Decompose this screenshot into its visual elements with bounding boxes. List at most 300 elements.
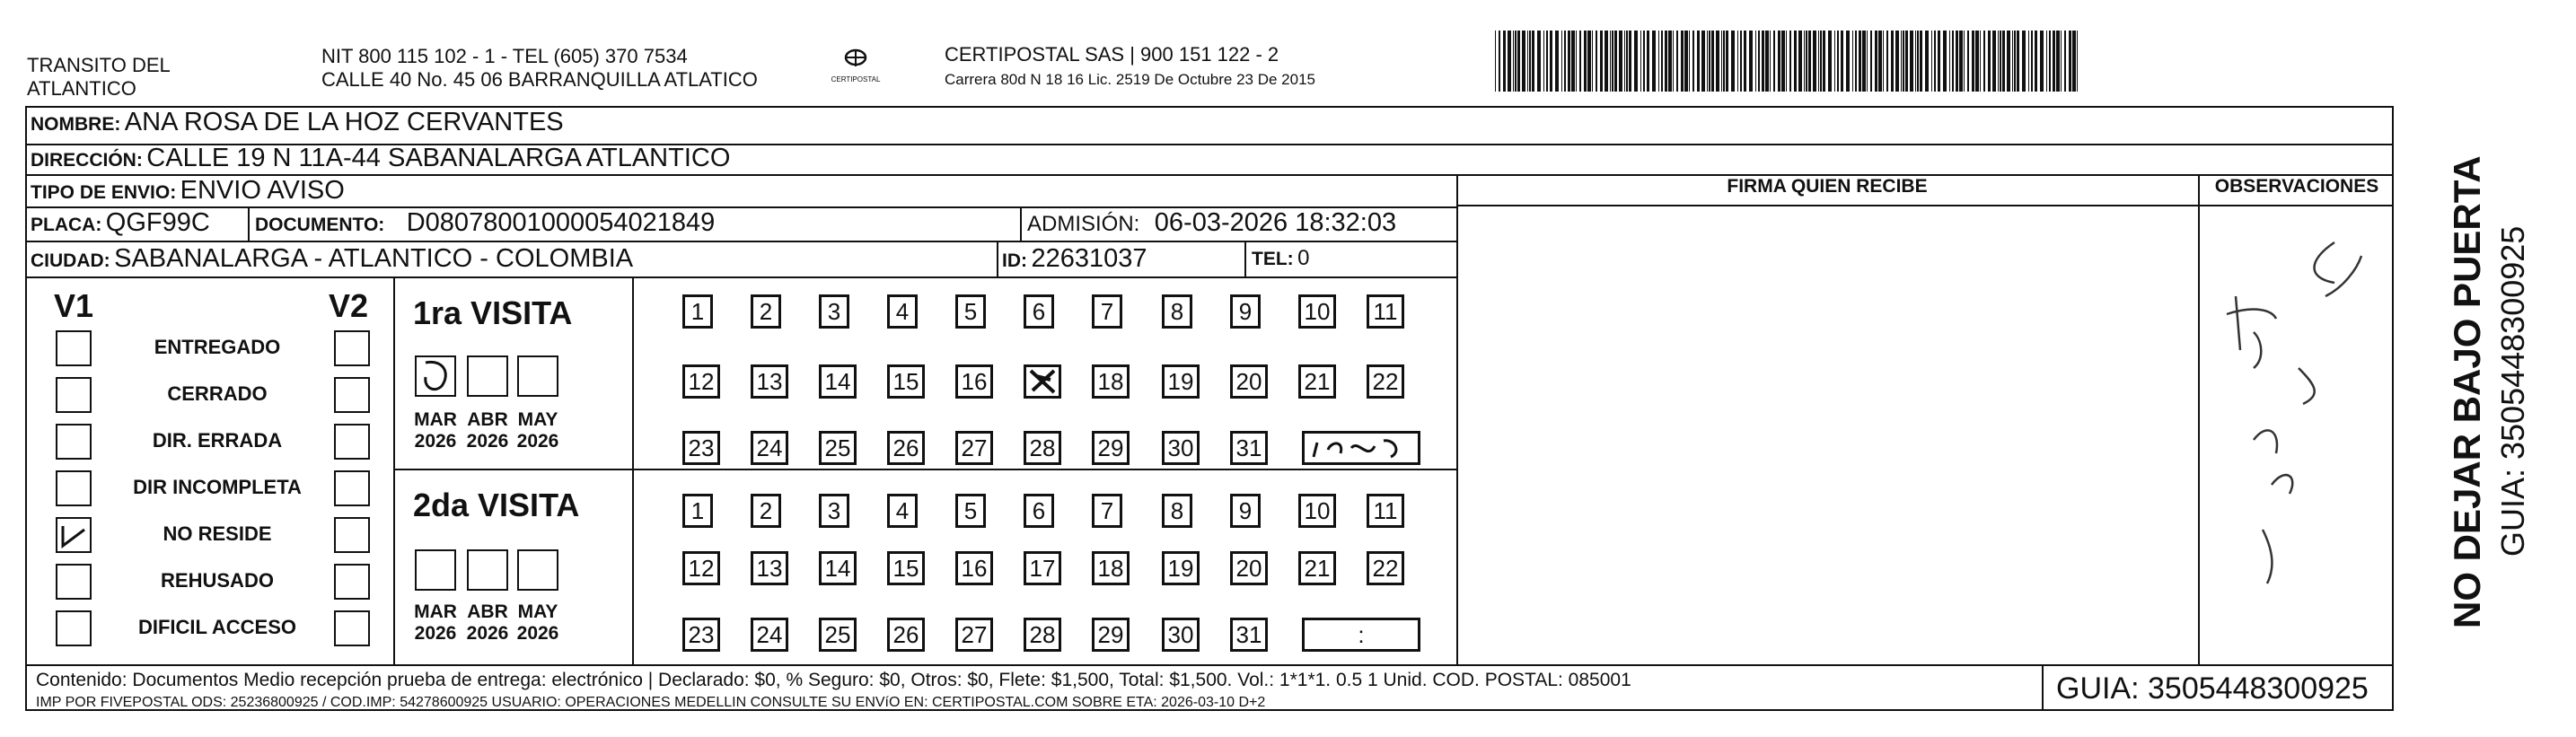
no-dejar-bajo-puerta: NO DEJAR BAJO PUERTA [2446,155,2488,628]
barcode-bar [1550,31,1552,92]
time-box[interactable] [1302,431,1420,465]
barcode-bar [1765,31,1769,92]
divider [248,206,250,241]
day-box[interactable]: 12 [682,364,720,399]
day-box[interactable]: 9 [1230,494,1261,528]
sender-contact [321,45,758,92]
barcode-bar [2002,31,2005,92]
day-box[interactable]: 4 [887,294,918,329]
divider [393,469,1456,470]
day-box[interactable]: 24 [751,431,788,465]
second-visit-label: 2da VISITA [413,487,580,523]
day-box[interactable]: 20 [1230,551,1268,585]
day-box[interactable]: 7 [1092,294,1122,329]
barcode-bar [1626,31,1628,92]
firma-label: FIRMA QUIEN RECIBE [1727,176,1928,197]
month-checkbox[interactable] [415,549,456,591]
barcode-bar [2031,31,2033,92]
barcode-bar [1568,31,1570,92]
certipostal-logo [824,43,887,93]
day-box[interactable]: 13 [751,551,788,585]
month-year: 2026 [414,623,457,644]
divider [25,241,1458,242]
barcode-bar [1988,31,1991,92]
barcode-bar [1537,31,1541,92]
nombre-value: ANA ROSA DE LA HOZ CERVANTES [124,108,564,136]
barcode-bar [1527,31,1528,92]
day-box[interactable]: 24 [751,618,788,652]
day-box[interactable]: 25 [819,431,857,465]
status-label: CERRADO [167,382,268,405]
barcode-bar [1707,31,1708,92]
day-box[interactable]: 29 [1092,431,1130,465]
barcode-bar [1875,31,1877,92]
day-box[interactable]: 14 [819,364,857,399]
day-box[interactable]: 4 [887,494,918,528]
placa-label: PLACA: [31,215,102,235]
handwritten-observation [2200,206,2392,662]
day-box[interactable]: 6 [1024,494,1054,528]
barcode-bar [1808,31,1811,92]
month-label [461,601,514,645]
divider [25,276,1458,278]
barcode-graphic [1495,31,2088,92]
id-field [1002,244,1147,274]
v2-checkbox[interactable] [334,610,370,646]
barcode-bar [1980,31,1981,92]
barcode-bar [1508,31,1511,92]
barcode-bar [1972,31,1974,92]
barcode-bar [1689,31,1690,92]
day-box[interactable] [1024,364,1061,399]
barcode-bar [1749,31,1753,92]
barcode-bar [1901,31,1902,92]
barcode-bar [1917,31,1919,92]
day-box[interactable]: 5 [955,294,986,329]
barcode-bar [1891,31,1894,92]
day-box[interactable]: 31 [1230,431,1268,465]
barcode-bar [1513,31,1514,92]
id-label: ID: [1002,250,1027,271]
month-year: 2026 [516,623,559,644]
day-box[interactable]: 21 [1298,364,1336,399]
day-box[interactable]: 25 [819,618,857,652]
barcode-bar [1773,31,1775,92]
divider [1020,206,1022,241]
day-box[interactable]: 30 [1162,618,1200,652]
direccion-value: CALLE 19 N 11A-44 SABANALARGA ATLANTICO [146,144,731,172]
v1-checkbox[interactable] [56,470,92,506]
v1-label: V1 [54,287,94,324]
barcode-bar [1619,31,1622,92]
barcode-bar [1934,31,1936,92]
barcode-bar [1726,31,1728,92]
day-box[interactable]: 2 [751,494,781,528]
v1-checkbox[interactable] [56,377,92,413]
v1-checkbox[interactable] [56,517,92,553]
barcode-bar [1614,31,1617,92]
signature-area[interactable] [1458,206,2196,662]
barcode-bar [2007,31,2010,92]
barcode-bar [1834,31,1835,92]
day-box[interactable]: 6 [1024,294,1054,329]
day-box[interactable]: 11 [1367,494,1404,528]
status-label: DIR INCOMPLETA [133,476,302,498]
barcode-bar [1697,31,1700,92]
barcode-bar [2072,31,2076,92]
barcode-bar [1806,31,1807,92]
day-box[interactable]: 13 [751,364,788,399]
v2-checkbox[interactable] [334,377,370,413]
barcode-bar [1592,31,1593,92]
logo-text: CERTIPOSTAL [831,75,881,83]
v2-checkbox[interactable] [334,517,370,553]
barcode-bar [1931,31,1932,92]
barcode-bar [1786,31,1787,92]
barcode-bar [1584,31,1587,92]
barcode-bar [1605,31,1608,92]
day-box[interactable]: 29 [1092,618,1130,652]
month-name: MAR [414,601,457,622]
id-value: 22631037 [1031,244,1147,273]
day-box[interactable]: 19 [1162,364,1200,399]
day-box[interactable]: 1 [682,494,713,528]
barcode-bar [1755,31,1756,92]
barcode-bar [1564,31,1566,92]
barcode-bar [1992,31,1996,92]
barcode-bar [1522,31,1525,92]
day-box[interactable]: 23 [682,618,720,652]
divider [632,276,634,664]
v1-checkbox[interactable] [56,610,92,646]
barcode-bar [1862,31,1866,92]
v2-checkbox[interactable] [334,470,370,506]
barcode-bar [1762,31,1764,92]
month-name: MAY [517,409,558,430]
barcode-bar [1883,31,1884,92]
barcode-bar [1596,31,1597,92]
barcode-bar [1794,31,1797,92]
tipo-label: TIPO DE ENVIO: [31,182,177,203]
documento-field [255,208,715,238]
month-year: 2026 [414,431,457,452]
barcode-bar [2022,31,2026,92]
barcode-bar [1529,31,1531,92]
barcode-bar [1959,31,1963,92]
month-name: MAR [414,409,457,430]
barcode-bar [1640,31,1641,92]
barcode-bar [1813,31,1816,92]
barcode-bar [2028,31,2029,92]
barcode-bar [1610,31,1611,92]
status-label: DIR. ERRADA [152,429,283,452]
barcode-bar [1798,31,1802,92]
barcode-bar [2035,31,2037,92]
tipo-value: ENVIO AVISO [180,176,345,205]
barcode-bar [1943,31,1947,92]
barcode-bar [1925,31,1929,92]
status-label: DIFICIL ACCESO [137,616,296,638]
v1-checkbox[interactable] [56,424,92,460]
barcode-bar [1804,31,1805,92]
barcode-bar [2056,31,2060,92]
day-box[interactable]: 7 [1092,494,1122,528]
barcode-bar [1624,31,1625,92]
barcode-bar [1571,31,1575,92]
barcode-bar [1820,31,1822,92]
nombre-label: NOMBRE: [31,114,121,135]
day-box[interactable]: 16 [955,364,993,399]
day-box[interactable]: 18 [1092,551,1130,585]
barcode-bar [2046,31,2047,92]
barcode-bar [1737,31,1738,92]
barcode-bar [1744,31,1746,92]
barcode-bar [1612,31,1613,92]
barcode-bar [1781,31,1785,92]
v1-checkbox[interactable] [56,564,92,600]
side-guia: GUIA: 3505448300925 [2494,225,2531,557]
handwritten-mark-icon [1027,367,1058,396]
day-box[interactable]: 1 [682,294,713,329]
barcode-bar [1903,31,1904,92]
barcode-bar [1818,31,1819,92]
barcode-bar [1711,31,1714,92]
nit-line: NIT 800 115 102 - 1 - TEL (605) 370 7534 [321,45,688,67]
divider [997,241,998,276]
day-box[interactable]: 3 [819,294,849,329]
barcode-bar [1910,31,1913,92]
v2-checkbox[interactable] [334,424,370,460]
day-box[interactable]: 12 [682,551,720,585]
barcode-bar [1731,31,1735,92]
day-box[interactable]: 26 [887,618,925,652]
barcode-bar [1938,31,1940,92]
barcode-bar [1661,31,1663,92]
sender-name-line1: TRANSITO DEL [27,54,171,76]
footer-guia: GUIA: 3505448300925 [2056,671,2369,706]
imp-text: IMP POR FIVEPOSTAL ODS: 25236800925 / COD.IMP: 54278600925 USUARIO: OPERACIONES MEDELLIN CONSULTE SU ENVíO EN: CERTIPOSTAL.COM SOBRE ETA: 2026-03-10 D+2 [36,695,1266,710]
day-box[interactable]: 16 [955,551,993,585]
barcode-bar [1878,31,1882,92]
barcode-bar [1587,31,1591,92]
barcode-bar [2053,31,2055,92]
barcode-bar [1846,31,1850,92]
day-box[interactable]: 20 [1230,364,1268,399]
day-box[interactable]: 10 [1298,294,1336,329]
barcode-bar [1967,31,1969,92]
barcode-bar [1665,31,1667,92]
month-label [409,409,462,452]
sender-name [27,54,171,101]
barcode-bar [1561,31,1562,92]
month-label [511,601,565,645]
barcode-bar [1532,31,1534,92]
barcode-bar [1723,31,1725,92]
status-label: NO RESIDE [163,522,272,545]
barcode-bar [1499,31,1500,92]
barcode-bar [1658,31,1659,92]
month-checkbox[interactable] [467,355,508,397]
barcode-bar [1895,31,1899,92]
day-box[interactable]: 21 [1298,551,1336,585]
barcode-bar [1668,31,1672,92]
ciudad-value: SABANALARGA - ATLANTICO - COLOMBIA [114,244,634,273]
barcode-bar [1684,31,1688,92]
barcode-bar [1852,31,1853,92]
day-box[interactable]: 2 [751,294,781,329]
v2-checkbox[interactable] [334,564,370,600]
sender-address: CALLE 40 No. 45 06 BARRANQUILLA ATLATICO [321,68,758,91]
barcode-bar [1983,31,1985,92]
barcode-bar [1740,31,1742,92]
day-box[interactable]: 10 [1298,494,1336,528]
day-box[interactable]: 22 [1367,551,1404,585]
barcode-bar [1681,31,1684,92]
barcode-bar [1503,31,1506,92]
day-box[interactable]: 22 [1367,364,1404,399]
check-mark-icon [57,519,90,551]
day-box[interactable]: 15 [887,551,925,585]
barcode-bar [1841,31,1843,92]
day-box[interactable]: 31 [1230,618,1268,652]
barcode-bar [1975,31,1979,92]
barcode-bar [1517,31,1520,92]
time-box[interactable]: : [1302,618,1420,652]
day-box[interactable]: 30 [1162,431,1200,465]
barcode-bar [2017,31,2019,92]
company-line: CERTIPOSTAL SAS | 900 151 122 - 2 [945,43,1279,66]
barcode-bar [1721,31,1722,92]
divider [1244,241,1246,276]
day-box[interactable]: 28 [1024,431,1061,465]
barcode-bar [2012,31,2013,92]
day-box[interactable]: 17 [1024,551,1061,585]
day-box[interactable]: 15 [887,364,925,399]
tel-field [1252,246,1309,271]
barcode-bar [1673,31,1674,92]
tel-value: 0 [1297,246,1310,270]
barcode-bar [1692,31,1694,92]
admision-field [1027,208,1396,238]
first-visit-label: 1ra VISITA [413,294,573,331]
documento-value: D08078001000054021849 [406,208,716,237]
day-box[interactable]: 3 [819,494,849,528]
barcode-bar [1576,31,1577,92]
month-year: 2026 [466,431,509,452]
divider [393,276,395,664]
day-box[interactable]: 8 [1162,494,1192,528]
barcode-bar [1998,31,1999,92]
barcode-bar [1543,31,1544,92]
barcode-bar [1920,31,1922,92]
day-box[interactable]: 26 [887,431,925,465]
tel-label: TEL: [1252,249,1294,269]
barcode-bar [1770,31,1771,92]
day-box[interactable]: 14 [819,551,857,585]
barcode-bar [1629,31,1631,92]
observaciones-area[interactable] [2200,206,2392,662]
day-box[interactable]: 5 [955,494,986,528]
barcode-bar [1647,31,1649,92]
direccion-field [31,144,730,173]
day-box[interactable]: 23 [682,431,720,465]
barcode-bar [1709,31,1710,92]
day-box[interactable]: 11 [1367,294,1404,329]
barcode-bar [1701,31,1705,92]
v1-checkbox[interactable] [56,330,92,366]
month-label [461,409,514,452]
barcode-bar [2040,31,2044,92]
barcode-bar [2069,31,2071,92]
day-box[interactable]: 9 [1230,294,1261,329]
barcode-bar [1643,31,1645,92]
direccion-label: DIRECCIÓN: [31,150,143,171]
month-year: 2026 [516,431,559,452]
day-box[interactable]: 28 [1024,618,1061,652]
day-box[interactable]: 8 [1162,294,1192,329]
barcode-bar [1789,31,1791,92]
barcode-bar [2064,31,2066,92]
barcode-bar [2061,31,2062,92]
divider [25,664,2394,666]
month-label [409,601,462,645]
ciudad-field [31,244,633,274]
barcode-bar [1778,31,1780,92]
barcode-bar [1956,31,1958,92]
status-label: REHUSADO [161,569,274,592]
status-label: ENTREGADO [154,336,281,358]
v2-label: V2 [329,287,369,324]
handwritten-time-icon [1305,434,1418,462]
day-box[interactable]: 27 [955,618,993,652]
admision-value: 06-03-2026 18:32:03 [1154,208,1397,237]
day-box[interactable]: 27 [955,431,993,465]
v2-checkbox[interactable] [334,330,370,366]
contenido-text: Contenido: Documentos Medio recepción prueba de entrega: electrónico | Declarado: $0, % Seguro: $0, Otros: $0, Flete: $1,500, Total: $1,500. Vol.: 1*1*1. 0.5 1 Unid. COD. POSTAL: 085001 [36,670,1631,690]
barcode-bar [1828,31,1832,92]
month-name: MAY [517,601,558,622]
handwritten-mark-icon [417,357,454,395]
month-label [511,409,565,452]
barcode-bar [1855,31,1857,92]
barcode-bar [1823,31,1825,92]
ciudad-label: CIUDAD: [31,250,110,271]
barcode-bar [1905,31,1908,92]
barcode-bar [1515,31,1517,92]
barcode-bar [1634,31,1638,92]
barcode-bar [1676,31,1678,92]
barcode-bar [1495,31,1496,92]
tipo-field [31,176,345,206]
month-checkbox[interactable] [517,549,558,591]
placa-value: QGF99C [105,208,210,237]
barcode-bar [1867,31,1868,92]
barcode-bar [1952,31,1954,92]
month-checkbox[interactable] [517,355,558,397]
month-checkbox[interactable] [415,355,456,397]
month-checkbox[interactable] [467,549,508,591]
day-box[interactable]: 19 [1162,551,1200,585]
day-box[interactable]: 18 [1092,364,1130,399]
barcode-bar [1758,31,1760,92]
barcode-bar [1870,31,1872,92]
placa-field [31,208,210,238]
barcode-bar [1949,31,1950,92]
barcode-bar [1555,31,1559,92]
barcode-bar [2014,31,2016,92]
month-year: 2026 [466,623,509,644]
barcode-bar [1964,31,1965,92]
